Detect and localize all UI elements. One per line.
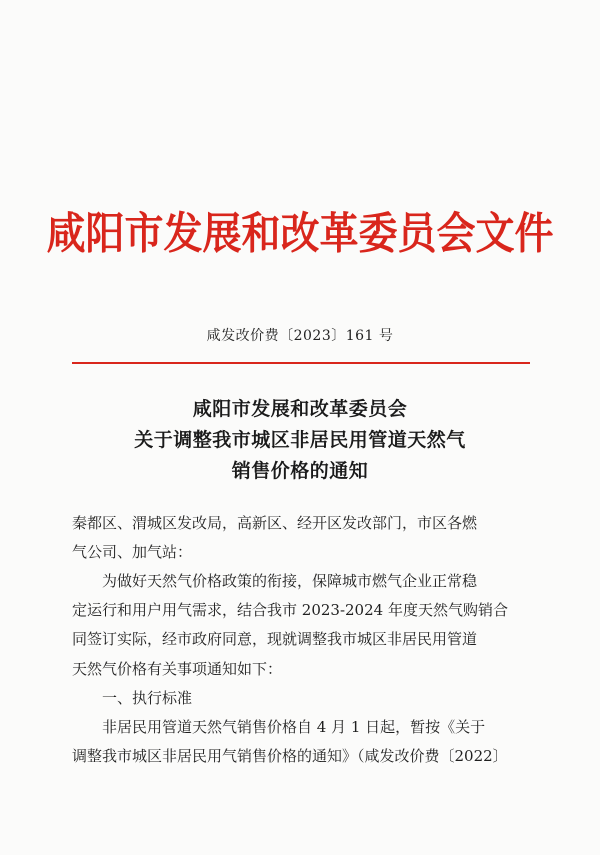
document-number: 咸发改价费〔2023〕161 号 — [206, 328, 394, 344]
paragraph-1-line-3: 同签订实际，经市政府同意，现就调整我市城区非居民用管道 — [72, 630, 478, 648]
addressee-line-1: 秦都区、渭城区发改局，高新区、经开区发改部门，市区各燃 — [72, 514, 478, 532]
paragraph-1-line-2: 定运行和用户用气需求，结合我市 2023-2024 年度天然气购销合 — [72, 601, 508, 619]
section-1-heading: 一、执行标准 — [102, 689, 193, 707]
paragraph-1-line-1: 为做好天然气价格政策的衔接，保障城市燃气企业正常稳 — [102, 572, 478, 590]
paragraph-2-line-2: 调整我市城区非居民用气销售价格的通知》（咸发改价费〔2022〕 — [72, 747, 508, 765]
notice-title-line-1: 咸阳市发展和改革委员会 — [192, 398, 408, 420]
notice-title-line-3: 销售价格的通知 — [231, 460, 369, 482]
paragraph-1-line-4: 天然气价格有关事项通知如下： — [72, 660, 283, 678]
red-header-title: 咸阳市发展和改革委员会文件 — [46, 208, 554, 260]
addressee-line-2: 气公司、加气站： — [72, 543, 193, 561]
red-divider-line — [72, 362, 530, 364]
notice-title-line-2: 关于调整我市城区非居民用管道天然气 — [134, 429, 466, 451]
paragraph-2-line-1: 非居民用管道天然气销售价格自 4 月 1 日起，暂按《关于 — [102, 718, 486, 736]
